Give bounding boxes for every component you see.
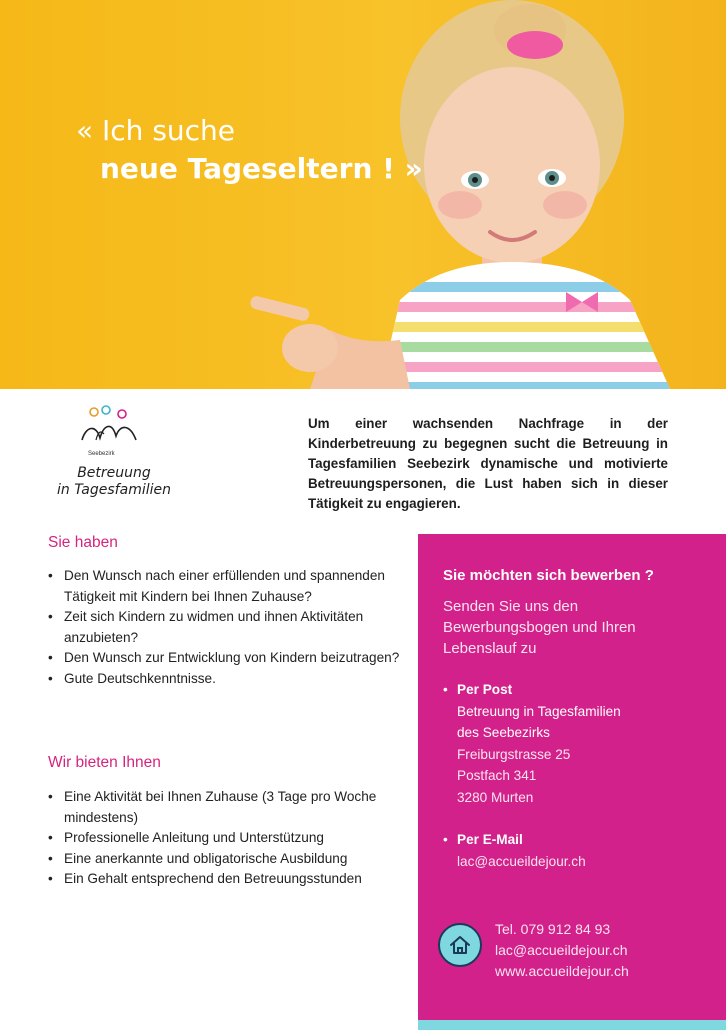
wir-bieten-heading: Wir bieten Ihnen (48, 754, 161, 771)
bullet-icon: • (443, 832, 448, 847)
panel-description: Senden Sie uns den Bewerbungsbogen und Ihren Lebenslauf zu (443, 598, 636, 657)
intro-paragraph: Um einer wachsenden Nachfrage in der Kinderbetreuung zu begegnen sucht die Betreuung in Tagesfamilien Seebezirk dynamische und motivierte Betreuungspersonen, die Lust haben sich in dieser Tätigkeit zu engagieren. (308, 416, 668, 511)
post-street: Freiburgstrasse 25 (457, 746, 571, 762)
list-item: • Zeit sich Kindern zu widmen und ihnen Aktivitäten anzubieten? (48, 607, 408, 648)
logo-name-line1: Betreuung (77, 465, 151, 481)
logo-region: Seebezirk (88, 451, 115, 457)
list-item: • Eine Aktivität bei Ihnen Zuhause (3 Tage pro Woche mindestens) (48, 787, 408, 828)
post-label: Per Post (457, 682, 513, 697)
post-city: 3280 Murten (457, 789, 534, 805)
list-item: • Eine anerkannte und obligatorische Ausbildung (48, 849, 408, 870)
hero-banner (0, 0, 726, 389)
wir-bieten-list (48, 787, 408, 890)
hero-headline-line2: neue Tageseltern ! » (100, 152, 423, 185)
list-item: • Den Wunsch zur Entwicklung von Kindern beizutragen? (48, 648, 408, 669)
hero-headline (76, 112, 423, 188)
post-box: Postfach 341 (457, 768, 537, 783)
list-item: • Den Wunsch nach einer erfüllenden und spannenden Tätigkeit mit Kindern bei Ihnen Zuhause? (48, 566, 408, 607)
panel-title: Sie möchten sich bewerben ? (443, 567, 654, 584)
sie-haben-heading: Sie haben (48, 534, 118, 551)
logo-name-line2: in Tagesfamilien (57, 482, 171, 498)
list-item: • Professionelle Anleitung und Unterstützung (48, 828, 408, 849)
panel-bottom-strip (418, 1020, 726, 1030)
email-label: Per E-Mail (457, 832, 523, 847)
child-photo (250, 0, 726, 389)
bullet-icon: • (443, 682, 448, 697)
email-block (443, 829, 586, 872)
application-panel (418, 534, 726, 1030)
list-item: • Ein Gehalt entsprechend den Betreuungsstunden (48, 869, 408, 890)
email-address-link[interactable]: lac@accueildejour.ch (457, 853, 586, 869)
website-link[interactable]: www.accueildejour.ch (495, 963, 629, 979)
logo-wordmark (44, 465, 184, 499)
contact-email-link[interactable]: lac@accueildejour.ch (495, 942, 628, 958)
contact-block (495, 919, 629, 982)
home-icon (438, 923, 482, 967)
post-org-line1: Betreuung in Tagesfamilien (457, 703, 621, 719)
phone-link[interactable]: Tel. 079 912 84 93 (495, 921, 611, 937)
post-org-line2: des Seebezirks (457, 725, 550, 740)
hero-headline-line1: « Ich suche (76, 114, 236, 147)
post-address-block (443, 679, 621, 808)
sie-haben-list (48, 566, 408, 689)
list-item: • Gute Deutschkenntnisse. (48, 669, 408, 690)
